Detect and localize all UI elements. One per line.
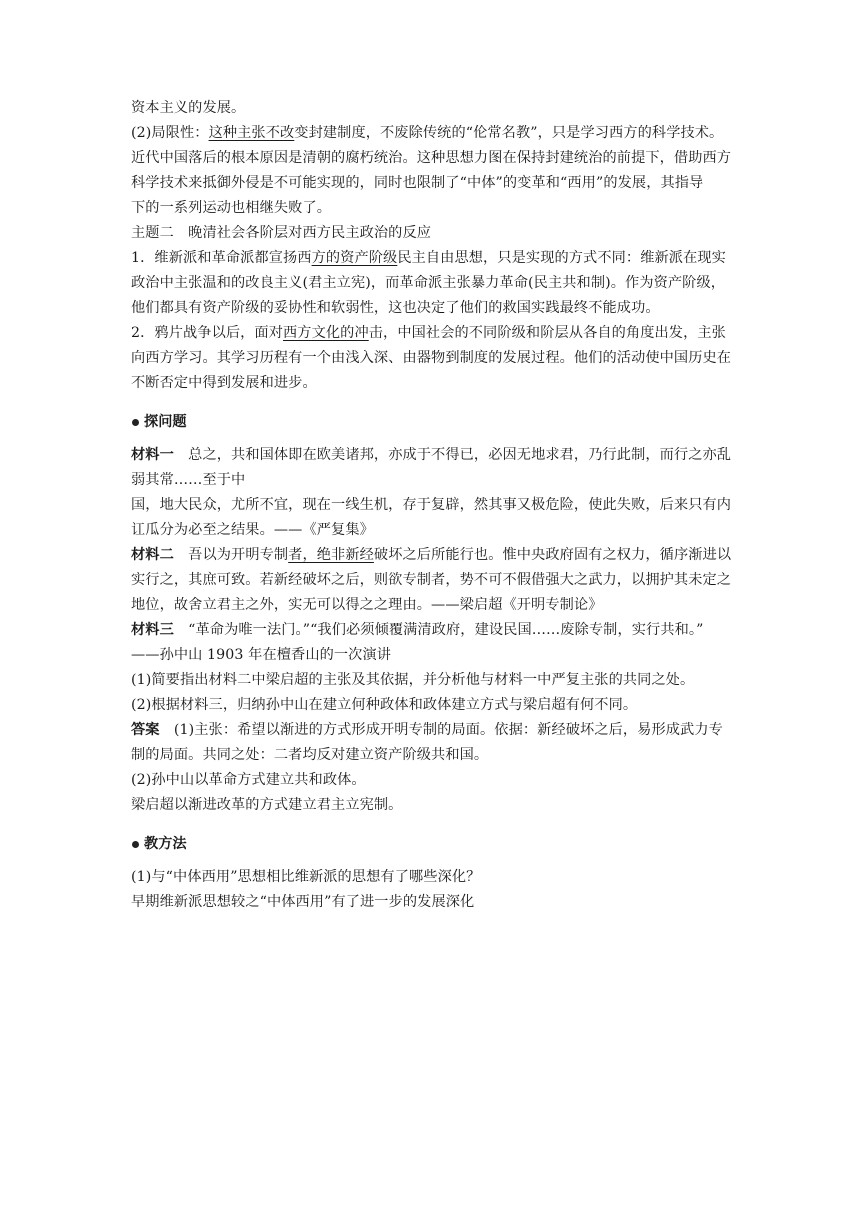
text-span: 梁启超以渐进改革的方式建立君主立宪制。 — [131, 797, 403, 813]
text-span: 不断否定中得到发展和进步。 — [131, 375, 317, 391]
explore-heading — [131, 410, 731, 435]
text-span: 探问题 — [144, 414, 187, 430]
theme-title — [131, 221, 731, 246]
question-1 — [131, 668, 731, 693]
text-line — [131, 371, 731, 396]
text-span: 破坏之后所能行也。惟中央政府固有之权力，循序渐进以 — [373, 547, 732, 563]
material-label: 材料三 — [131, 622, 174, 638]
document-page — [131, 96, 731, 915]
text-span: 政治中主张温和的改良主义(君主立宪)，而革命派主张暴力革命(民主共和制)。作为资产阶级， — [131, 275, 726, 291]
text-line — [131, 146, 731, 171]
material-label: 材料二 — [131, 547, 174, 563]
text-span: 1．维新派和革命派都宣扬西 — [131, 250, 312, 266]
bullet-icon — [132, 419, 139, 426]
text-span: 弱其常……至于中 — [131, 472, 246, 488]
text-span: (2)孙中山以革命方式建立共和政体。 — [131, 772, 366, 788]
text-span: 近代中国落后的根本原因是清朝的腐朽统治。这种思想力图在保持封建统治的前提下，借助西方 — [131, 150, 732, 166]
text-span: 击，中国社会的不同阶级和阶层从各自的角度出发，主张 — [368, 325, 726, 341]
answer — [131, 718, 731, 743]
bullet-icon — [132, 841, 139, 848]
text-line — [131, 171, 731, 196]
material-2 — [131, 543, 731, 568]
text-span: 地位，故舍立君主之外，实无可以得之之理由。——梁启超《开明专制论》 — [131, 597, 603, 613]
text-span: 吾以为开明专制 — [173, 547, 289, 563]
text-span: (2)局限性： — [131, 125, 209, 141]
text-span: 资本主义的发展。 — [131, 100, 246, 116]
text-span: (2)根据材料三，归纳孙中山在建立何种政体和政体建立方式与梁启超有何不同。 — [131, 697, 638, 713]
limitation-line — [131, 121, 731, 146]
text-span: 科学技术来抵御外侵是不可能实现的，同时也限制了“中体”的变革和“西用”的发展，其指导 — [131, 175, 704, 191]
text-span: 国，地大民众，尤所不宜，现在一线生机，存于复辟，然其事又极危险，使此失败，后来只有内 — [131, 497, 732, 513]
answer-label: 答案 — [131, 722, 160, 738]
theme-item-1 — [131, 246, 731, 271]
text-line — [131, 493, 731, 518]
material-label: 材料一 — [131, 447, 174, 463]
underlined-text: 西方文化的冲 — [283, 325, 369, 341]
theme-item-2 — [131, 321, 731, 346]
text-span: 主题二 晚清社会各阶层对西方民主政治的反应 — [131, 225, 432, 241]
text-line — [131, 768, 731, 793]
text-span: 民主自由思想，只是实现的方式不同：维新派在现实 — [397, 250, 726, 266]
text-line — [131, 468, 731, 493]
text-span: (1)与“中体西用”思想相比维新派的思想有了哪些深化？ — [131, 869, 481, 885]
underlined-text: 者，绝非新经 — [288, 547, 374, 563]
text-span: ——孙中山 1903 年在檀香山的一次演讲 — [131, 647, 392, 663]
text-span: “革命为唯一法门。”“我们必须倾覆满清政府，建设民国……废除专制，实行共和。” — [173, 622, 704, 638]
text-line — [131, 271, 731, 296]
text-span: 他们都具有资产阶级的妥协性和软弱性，这也决定了他们的救国实践最终不能成功。 — [131, 300, 660, 316]
underlined-text: 方的资产阶级 — [311, 250, 398, 266]
text-line — [131, 96, 731, 121]
text-line — [131, 196, 731, 221]
text-span: (1)简要指出材料二中梁启超的主张及其依据，并分析他与材料一中严复主张的共同之处。 — [131, 672, 695, 688]
text-span: 总之，共和国体即在欧美诸邦，亦成于不得已，必因无地求君，乃行此制，而行之亦乱 — [173, 447, 732, 463]
text-line — [131, 890, 731, 915]
text-line — [131, 346, 731, 371]
text-span: 向西方学习。其学习历程有一个由浅入深、由器物到制度的发展过程。他们的活动使中国历史在 — [131, 350, 732, 366]
text-span: 变封建制度，不废除传统的“伦常名教”，只是学习西方的科学技术。 — [294, 125, 724, 141]
text-line — [131, 568, 731, 593]
text-span: (1)主张：希望以渐进的方式形成开明专制的局面。依据：新经破坏之后，易形成武力专 — [159, 722, 723, 738]
material-1 — [131, 443, 731, 468]
method-heading — [131, 832, 731, 857]
text-span: 制的局面。共同之处：二者均反对建立资产阶级共和国。 — [131, 747, 489, 763]
text-line — [131, 643, 731, 668]
text-span: 下的一系列运动也相继失败了。 — [131, 200, 332, 216]
text-line — [131, 518, 731, 543]
text-line — [131, 793, 731, 818]
text-span: 早期维新派思想较之“中体西用”有了进一步的发展深化 — [131, 894, 475, 910]
text-line — [131, 593, 731, 618]
material-3 — [131, 618, 731, 643]
text-span: 教方法 — [144, 836, 187, 852]
underlined-text: 这种主张不改 — [208, 125, 295, 141]
text-span: 2．鸦片战争以后，面对 — [131, 325, 284, 341]
text-line — [131, 296, 731, 321]
text-line — [131, 743, 731, 768]
question-2 — [131, 693, 731, 718]
method-question — [131, 865, 731, 890]
text-span: 讧瓜分为必至之结果。——《严复集》 — [131, 522, 374, 538]
text-span: 实行之，其庶可致。若新经破坏之后，则欲专制者，势不可不假借强大之武力，以拥护其未定之 — [131, 572, 732, 588]
